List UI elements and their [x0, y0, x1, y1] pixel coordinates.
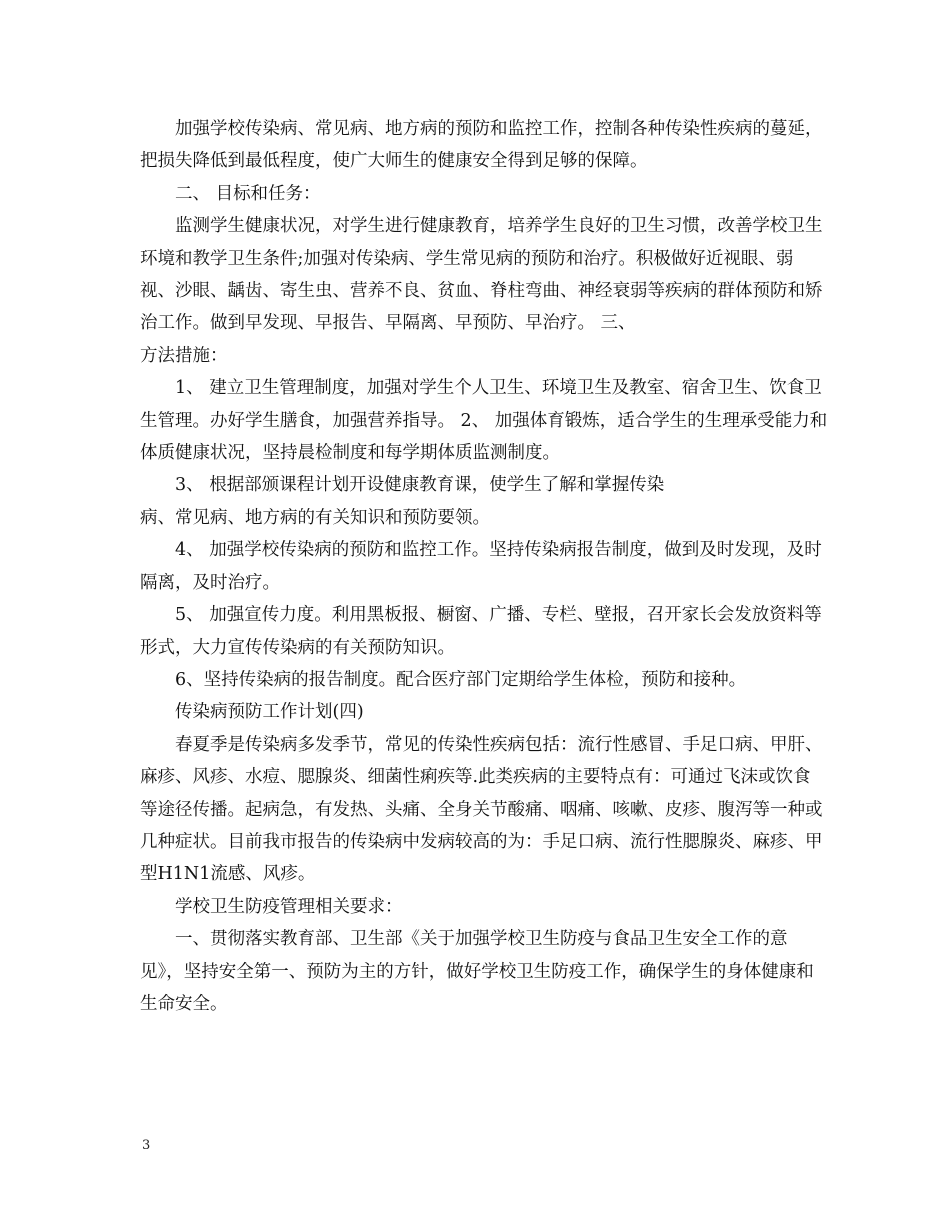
paragraph-measure-3-cont: 病、常见病、地方病的有关知识和预防要领。: [140, 507, 490, 528]
section-title: 传染病预防工作计划(四): [175, 702, 364, 723]
heading-requirements: 学校卫生防疫管理相关要求：: [175, 896, 403, 917]
paragraph-measure-1-2: 1、 建立卫生管理制度，加强对学生个人卫生、环境卫生及教室、宿舍卫生、饮食卫生管理。办好学生膳食，加强营养指导。 2、 加强体育锻炼，适合学生的生理承受能力和体质健康状况，坚持晨检制度和每学期体质监测制度。: [140, 378, 828, 464]
paragraph-measure-5: 5、 加强宣传力度。利用黑板报、橱窗、广播、专栏、壁报，召开家长会发放资料等形式，大力宣传传染病的有关预防知识。: [140, 605, 822, 658]
heading-goals: 二、 目标和任务：: [175, 183, 321, 204]
page-number: 3: [142, 1138, 151, 1153]
paragraph-measure-4: 4、 加强学校传染病的预防和监控工作。坚持传染病报告制度，做到及时发现，及时隔离，及时治疗。: [140, 540, 822, 593]
paragraph-goals: 监测学生健康状况，对学生进行健康教育，培养学生良好的卫生习惯，改善学校卫生环境和教学卫生条件;加强对传染病、学生常见病的预防和治疗。积极做好近视眼、弱视、沙眼、龋齿、寄生虫、营养不良、贫血、脊柱弯曲、神经衰弱等疾病的群体预防和矫治工作。做到早发现、早报告、早隔离、早预防、早治疗。 三、: [140, 216, 823, 334]
heading-measures: 方法措施：: [140, 345, 228, 366]
paragraph-measure-3: 3、 根据部颁课程计划开设健康教育课，使学生了解和掌握传染: [175, 475, 665, 496]
paragraph-requirement-1: 一、贯彻落实教育部、卫生部《关于加强学校卫生防疫与食品卫生安全工作的意见》，坚持安全第一、预防为主的方针，做好学校卫生防疫工作，确保学生的身体健康和生命安全。: [140, 929, 814, 1014]
document-body: [140, 113, 828, 1020]
paragraph-intro: 加强学校传染病、常见病、地方病的预防和监控工作，控制各种传染性疾病的蔓延，把损失降低到最低程度，使广大师生的健康安全得到足够的保障。: [140, 119, 823, 172]
paragraph-spring-summer: 春夏季是传染病多发季节，常见的传染性疾病包括：流行性感冒、手足口病、甲肝、麻疹、风疹、水痘、腮腺炎、细菌性痢疾等.此类疾病的主要特点有：可通过飞沫或饮食等途径传播。起病急，有发热、头痛、全身关节酸痛、咽痛、咳嗽、皮疹、腹泻等一种或几种症状。目前我市报告的传染病中发病较高的为：手足口病、流行性腮腺炎、麻疹、甲型H1N1流感、风疹。: [140, 734, 823, 885]
paragraph-measure-6: 6、坚持传染病的报告制度。配合医疗部门定期给学生体检，预防和接种。: [175, 669, 747, 690]
